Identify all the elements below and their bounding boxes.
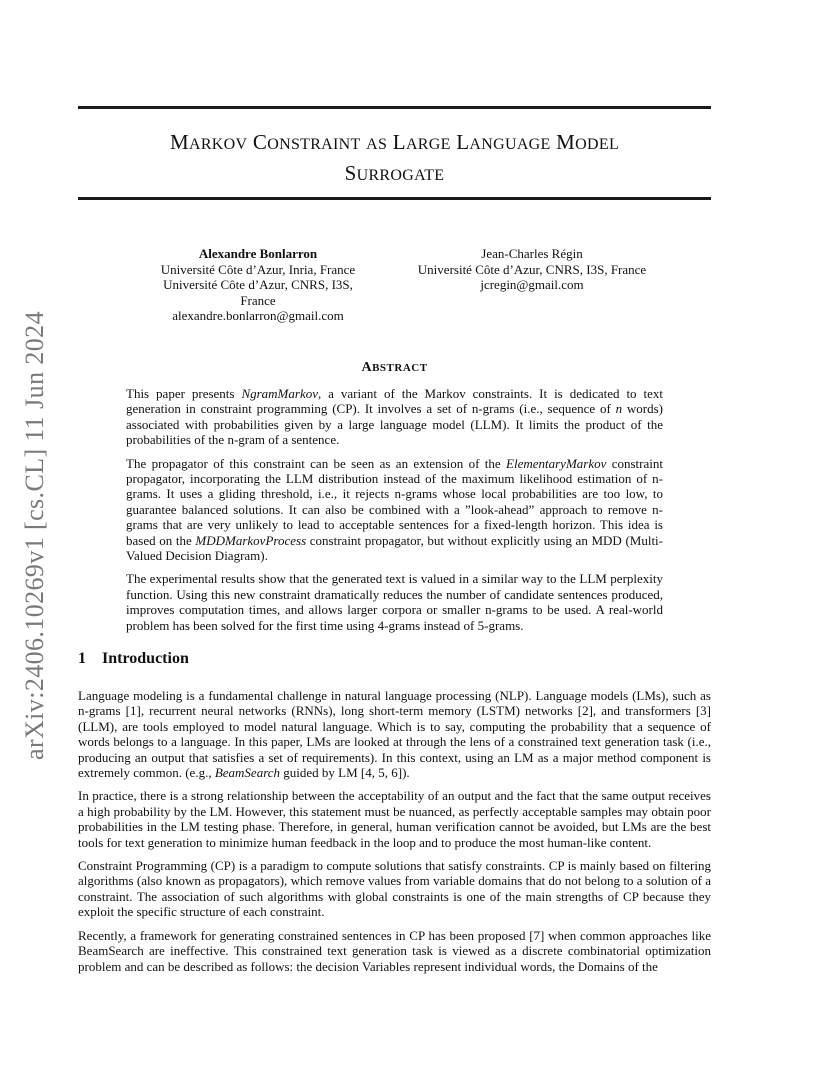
abstract-paragraph: The experimental results show that the generated text is valued in a similar way to the LLM perplexity function. Using this new constraint dramatically reduces the number of candidate sentences produced, improves computation times, and allows larger corpora or smaller n-grams to be used. A real-world problem has been solved for the first time using 4-grams instead of 5-grams.: [126, 571, 663, 633]
introduction-body: [78, 688, 711, 982]
author-affiliation: Université Côte d’Azur, CNRS, I3S, France: [163, 277, 353, 308]
author-block-2: [408, 246, 656, 293]
body-paragraph: In practice, there is a strong relationship between the acceptability of an output and the fact that the same output receives a high probability by the LM. However, this statement must be nuanced, as perfectly acceptable samples may obtain poor probabilities in the LM testing phase. Therefore, in general, human verification cannot be avoided, but LMs are the best tools for text generation to minimize human feedback in the loop and to produce the most human-like content.: [78, 788, 711, 850]
section-number: 1: [78, 650, 86, 667]
paper-title: MARKOV CONSTRAINT AS LARGE LANGUAGE MODEL SURROGATE: [169, 130, 620, 185]
abstract-paragraph: This paper presents NgramMarkov, a variant of the Markov constraints. It is dedicated to text generation in constraint programming (CP). It involves a set of n-grams (i.e., sequence of n words) associated with probabilities given by a large language model (LLM). It limits the product of the probabilities of the n-gram of a sentence.: [126, 386, 664, 448]
abstract-body: [126, 386, 663, 641]
title-bottom-rule: [78, 197, 711, 200]
author-name: Jean-Charles Régin: [481, 246, 583, 261]
arxiv-identifier[interactable]: arXiv:2406.10269v1 [cs.CL] 11 Jun 2024: [20, 311, 49, 760]
abstract-paragraph: The propagator of this constraint can be seen as an extension of the ElementaryMarkov constraint propagator, incorporating the LLM distribution instead of the maximum likelihood estimation of n-grams. It uses a gliding threshold, i.e., it rejects n-grams whose local probabilities are too low, to guarantee balanced solutions. It can also be combined with a ”look-ahead” approach to remove n-grams that are very unlikely to lead to acceptable sentences for a fixed-length horizon. This idea is based on the MDDMarkovProcess constraint propagator, but without explicitly using an MDD (Multi-Valued Decision Diagram).: [126, 455, 663, 564]
section-heading: [78, 650, 189, 668]
author-block-1: [148, 246, 368, 324]
author-email[interactable]: jcregin@gmail.com: [480, 277, 584, 292]
author-affiliation: Université Côte d’Azur, Inria, France: [160, 261, 356, 277]
body-paragraph: Constraint Programming (CP) is a paradigm to compute solutions that satisfy constraints. CP is mainly based on filtering algorithms (also known as propagators), which remove values from variable domains that do not belong to a solution of a constraint. The association of such algorithms with global constraints is one of the main strengths of CP because they exploit the specific structure of each constraint.: [78, 858, 711, 920]
body-paragraph: Language modeling is a fundamental challenge in natural language processing (NLP). Language models (LMs), such as n-grams [1], recurrent neural networks (RNNs), long short-term memory (LSTM) networks [2], and transformers [3] (LLM), are tools employed to model natural language. Which is to say, computing the probability that a sequence of words belongs to a language. In this paper, LMs are looked at through the lens of a constrained text generation task (i.e., producing an output that satisfies a set of requirements). In this context, using an LM as a major method component is extremely common. (e.g., BeamSearch guided by LM [4, 5, 6]).: [78, 688, 711, 781]
author-email[interactable]: alexandre.bonlarron@gmail.com: [172, 308, 344, 323]
abstract-heading: ABSTRACT: [361, 360, 428, 375]
title-top-rule: [78, 106, 711, 109]
section-title: Introduction: [102, 650, 189, 667]
author-name: Alexandre Bonlarron: [198, 246, 318, 261]
body-paragraph: Recently, a framework for generating constrained sentences in CP has been proposed [7] when common approaches like BeamSearch are ineffective. This constrained text generation task is viewed as a discrete combinatorial optimization problem and can be described as follows: the decision Variables represent individual words, the Domains of the: [78, 927, 711, 974]
author-affiliation: Université Côte d’Azur, CNRS, I3S, France: [417, 261, 647, 277]
